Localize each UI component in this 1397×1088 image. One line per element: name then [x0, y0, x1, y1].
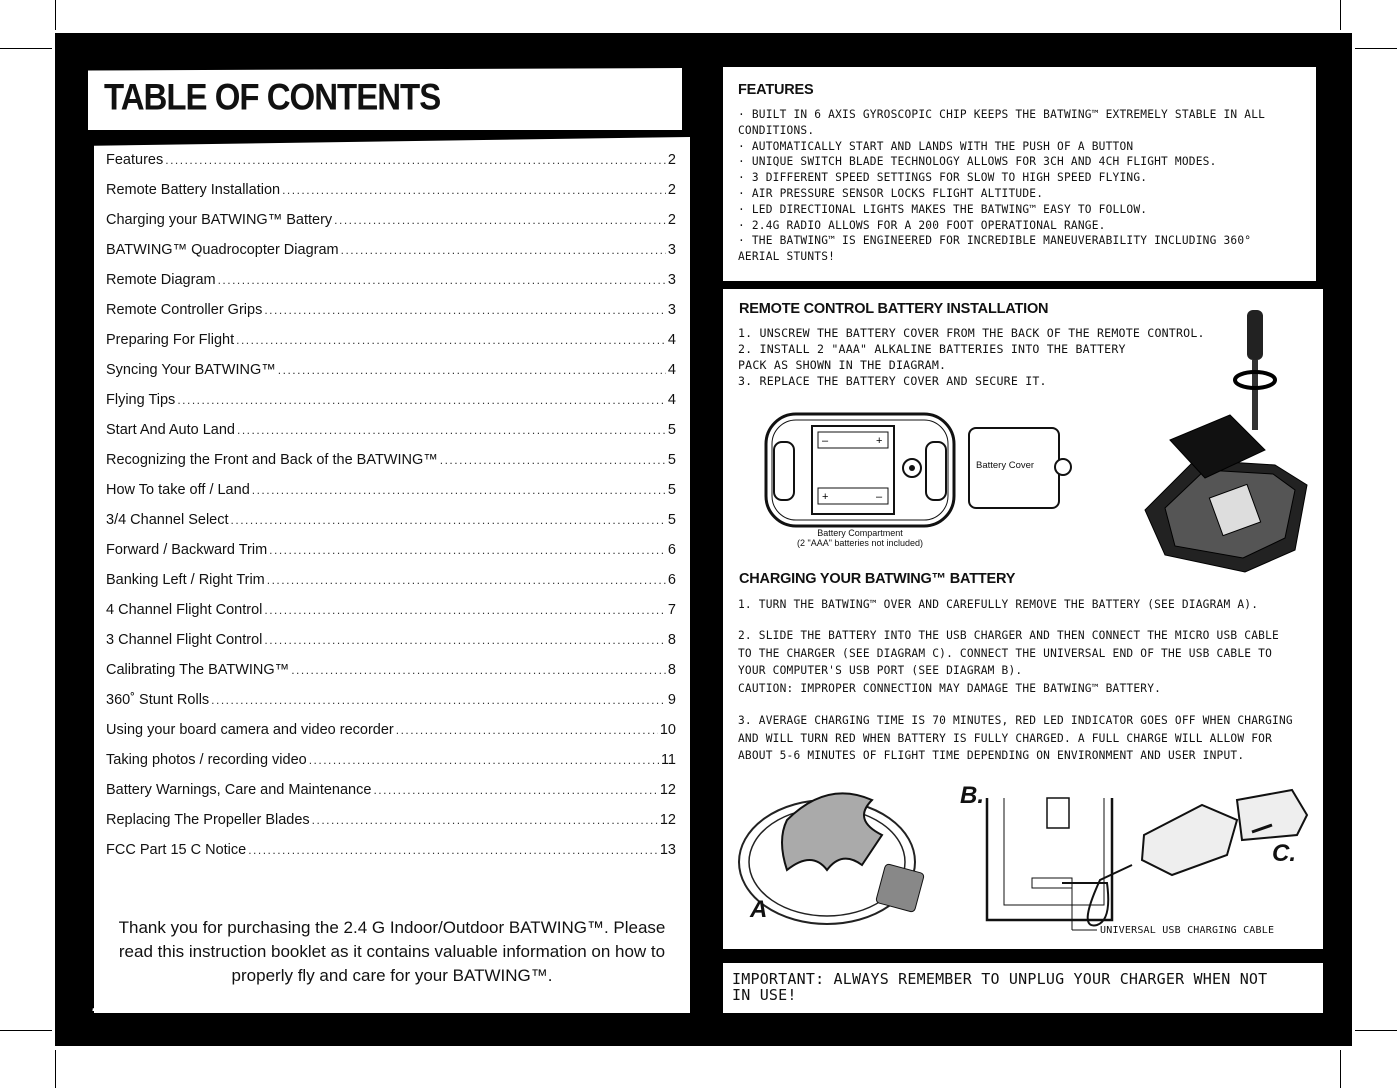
toc-entry-label: Battery Warnings, Care and Maintenance: [106, 782, 372, 798]
compartment-label-title: Battery Compartment: [817, 528, 903, 538]
remote-battery-heading: REMOTE CONTROL BATTERY INSTALLATION: [739, 301, 1049, 317]
toc-entry: [106, 752, 676, 782]
toc-entry-page: 3: [667, 302, 676, 318]
remote-battery-step: 3. REPLACE THE BATTERY COVER AND SECURE IT.: [738, 374, 1047, 388]
toc-leader-dots: [309, 753, 659, 767]
toc-entry-page: 2: [667, 212, 676, 228]
toc-entry: [106, 572, 676, 602]
toc-leader-dots: [252, 483, 666, 497]
toc-leader-dots: [211, 693, 666, 707]
cable-label: UNIVERSAL USB CHARGING CABLE: [1100, 925, 1275, 936]
svg-text:–: –: [822, 435, 829, 447]
toc-entry: [106, 362, 676, 392]
toc-entry: [106, 212, 676, 242]
toc-entry-label: Recognizing the Front and Back of the BATWING™: [106, 452, 438, 468]
toc-entry: [106, 662, 676, 692]
diagram-label-b: B.: [960, 782, 984, 809]
toc-entry-page: 5: [667, 512, 676, 528]
charging-step-3: 3. AVERAGE CHARGING TIME IS 70 MINUTES, RED LED INDICATOR GOES OFF WHEN CHARGING AND WILL TURN RED WHEN BATTERY IS FULLY CHARGED. A FULL CHARGE WILL ALLOW FOR ABOUT 5-6 MINUTES OF FLIGHT TIME DEPENDING ON ENVIRONMENT AND USER INPUT.: [738, 714, 1293, 762]
remote-battery-step: 1. UNSCREW THE BATTERY COVER FROM THE BACK OF THE REMOTE CONTROL.: [738, 326, 1205, 340]
toc-leader-dots: [396, 723, 658, 737]
toc-entry-page: 13: [659, 842, 676, 858]
toc-list: [106, 152, 676, 872]
toc-leader-dots: [282, 183, 666, 197]
toc-entry: [106, 332, 676, 362]
toc-entry: [106, 692, 676, 722]
features-list: [738, 107, 1298, 265]
feature-item: · BUILT IN 6 AXIS GYROSCOPIC CHIP KEEPS THE BATWING™ EXTREMELY STABLE IN ALL CONDITIONS.: [738, 108, 1266, 137]
toc-leader-dots: [267, 573, 666, 587]
toc-entry-label: Flying Tips: [106, 392, 176, 408]
toc-entry: [106, 242, 676, 272]
toc-leader-dots: [334, 213, 666, 227]
feature-item: · LED DIRECTIONAL LIGHTS MAKES THE BATWING™ EASY TO FOLLOW.: [738, 202, 1148, 216]
toc-entry-label: 360˚ Stunt Rolls: [106, 692, 210, 708]
toc-entry-page: 4: [667, 332, 676, 348]
toc-leader-dots: [231, 513, 666, 527]
toc-leader-dots: [177, 393, 666, 407]
diagram-label-c: C.: [1272, 840, 1296, 867]
toc-entry: [106, 392, 676, 422]
charging-caution: CAUTION: IMPROPER CONNECTION MAY DAMAGE THE BATWING™ BATTERY.: [738, 682, 1162, 695]
toc-leader-dots: [237, 423, 666, 437]
toc-entry-page: 5: [667, 422, 676, 438]
toc-entry-label: 3 Channel Flight Control: [106, 632, 263, 648]
svg-text:+: +: [876, 435, 883, 447]
feature-item: · 3 DIFFERENT SPEED SETTINGS FOR SLOW TO HIGH SPEED FLYING.: [738, 171, 1148, 185]
toc-entry-label: Charging your BATWING™ Battery: [106, 212, 333, 228]
toc-entry-page: 3: [667, 242, 676, 258]
toc-entry: [106, 182, 676, 212]
toc-entry: [106, 482, 676, 512]
toc-entry-label: Taking photos / recording video: [106, 752, 307, 768]
toc-leader-dots: [269, 543, 666, 557]
toc-entry-page: 7: [667, 602, 676, 618]
features-heading: FEATURES: [738, 82, 814, 98]
trim-mark: [55, 1050, 56, 1088]
toc-entry: [106, 152, 676, 182]
toc-entry: [106, 512, 676, 542]
toc-entry-label: Banking Left / Right Trim: [106, 572, 265, 588]
toc-entry-label: FCC Part 15 C Notice: [106, 842, 247, 858]
toc-leader-dots: [248, 843, 658, 857]
trim-mark: [1355, 1030, 1397, 1031]
remote-screwdriver-illustration: [1135, 310, 1315, 575]
toc-entry-page: 8: [667, 632, 676, 648]
toc-entry: [106, 422, 676, 452]
battery-cover-label: Battery Cover: [976, 460, 1035, 471]
toc-leader-dots: [312, 813, 658, 827]
trim-mark: [1340, 0, 1341, 30]
toc-entry-label: Preparing For Flight: [106, 332, 235, 348]
trim-mark: [1355, 48, 1397, 49]
trim-mark: [1340, 1050, 1341, 1088]
compartment-label-note: (2 "AAA" batteries not included): [797, 538, 923, 548]
trim-mark: [0, 1030, 52, 1031]
toc-entry-label: How To take off / Land: [106, 482, 250, 498]
charging-step-2: 2. SLIDE THE BATTERY INTO THE USB CHARGER AND THEN CONNECT THE MICRO USB CABLE TO THE CHARGER (SEE DIAGRAM C). CONNECT THE UNIVERSAL END OF THE USB CABLE TO YOUR COMPUTER'S USB PORT (SEE DIAGRAM B).: [738, 629, 1279, 677]
toc-entry-label: Calibrating The BATWING™: [106, 662, 290, 678]
charging-step-1: 1. TURN THE BATWING™ OVER AND CAREFULLY REMOVE THE BATTERY (SEE DIAGRAM A).: [738, 598, 1259, 611]
toc-leader-dots: [291, 663, 666, 677]
feature-item: · 2.4G RADIO ALLOWS FOR A 200 FOOT OPERATIONAL RANGE.: [738, 218, 1106, 232]
toc-leader-dots: [165, 153, 666, 167]
toc-entry: [106, 542, 676, 572]
toc-entry-label: Remote Controller Grips: [106, 302, 263, 318]
toc-entry: [106, 842, 676, 872]
page-number-left: 1: [92, 990, 106, 1017]
toc-entry-page: 5: [667, 482, 676, 498]
toc-leader-dots: [440, 453, 666, 467]
toc-entry: [106, 452, 676, 482]
battery-compartment-diagram: [760, 408, 960, 533]
toc-title: TABLE OF CONTENTS: [104, 76, 441, 118]
toc-leader-dots: [218, 273, 666, 287]
toc-entry-label: Remote Battery Installation: [106, 182, 281, 198]
important-note: IMPORTANT: ALWAYS REMEMBER TO UNPLUG YOUR CHARGER WHEN NOT IN USE!: [732, 970, 1268, 1004]
battery-cover-screw: [1054, 458, 1072, 476]
toc-leader-dots: [264, 303, 666, 317]
toc-entry: [106, 782, 676, 812]
toc-entry-label: Forward / Backward Trim: [106, 542, 268, 558]
toc-leader-dots: [373, 783, 657, 797]
charging-heading: CHARGING YOUR BATWING™ BATTERY: [739, 571, 1016, 587]
toc-entry-label: BATWING™ Quadrocopter Diagram: [106, 242, 339, 258]
trim-mark: [55, 0, 56, 30]
toc-entry-label: Remote Diagram: [106, 272, 216, 288]
svg-text:–: –: [876, 491, 883, 503]
feature-item: · THE BATWING™ IS ENGINEERED FOR INCREDIBLE MANEUVERABILITY INCLUDING 360° AERIAL STUNTS!: [738, 234, 1252, 264]
toc-entry-label: Using your board camera and video recorder: [106, 722, 394, 738]
toc-entry-page: 8: [667, 662, 676, 678]
toc-entry: [106, 272, 676, 302]
toc-entry-page: 9: [667, 692, 676, 708]
toc-entry-label: Syncing Your BATWING™: [106, 362, 276, 378]
feature-item: · UNIQUE SWITCH BLADE TECHNOLOGY ALLOWS FOR 3CH AND 4CH FLIGHT MODES.: [738, 155, 1217, 169]
thanks-note: Thank you for purchasing the 2.4 G Indoor/Outdoor BATWING™. Please read this instruction booklet as it contains valuable information on how to properly fly and care for your BATWING™.: [118, 918, 666, 985]
toc-entry-label: Replacing The Propeller Blades: [106, 812, 310, 828]
feature-item: · AUTOMATICALLY START AND LANDS WITH THE PUSH OF A BUTTON: [738, 139, 1134, 153]
charging-illustration: [732, 780, 1312, 940]
trim-mark: [0, 48, 52, 49]
toc-entry-page: 2: [667, 182, 676, 198]
svg-text:+: +: [822, 491, 829, 503]
toc-entry: [106, 302, 676, 332]
toc-entry-page: 6: [667, 572, 676, 588]
toc-entry-page: 2: [667, 152, 676, 168]
toc-entry-page: 12: [659, 782, 676, 798]
toc-entry-label: 3/4 Channel Select: [106, 512, 229, 528]
toc-leader-dots: [236, 333, 666, 347]
toc-leader-dots: [264, 603, 666, 617]
toc-entry: [106, 722, 676, 752]
toc-entry-page: 3: [667, 272, 676, 288]
toc-leader-dots: [264, 633, 666, 647]
toc-entry: [106, 812, 676, 842]
toc-entry: [106, 632, 676, 662]
toc-entry-page: 4: [667, 362, 676, 378]
toc-leader-dots: [341, 243, 666, 257]
toc-entry-page: 10: [659, 722, 676, 738]
toc-entry: [106, 602, 676, 632]
toc-entry-page: 12: [659, 812, 676, 828]
toc-entry-page: 6: [667, 542, 676, 558]
remote-battery-step: 2. INSTALL 2 "AAA" ALKALINE BATTERIES INTO THE BATTERY PACK AS SHOWN IN THE DIAGRAM.: [738, 342, 1126, 372]
toc-entry-page: 11: [660, 752, 676, 768]
toc-entry-page: 5: [667, 452, 676, 468]
toc-entry-label: 4 Channel Flight Control: [106, 602, 263, 618]
page-number-right: 2: [1306, 990, 1320, 1017]
feature-item: · AIR PRESSURE SENSOR LOCKS FLIGHT ALTITUDE.: [738, 186, 1044, 200]
toc-entry-page: 4: [667, 392, 676, 408]
toc-entry-label: Start And Auto Land: [106, 422, 235, 438]
toc-entry-label: Features: [106, 152, 164, 168]
toc-leader-dots: [278, 363, 666, 377]
compartment-label: [770, 528, 950, 548]
diagram-label-a: A: [750, 896, 768, 923]
